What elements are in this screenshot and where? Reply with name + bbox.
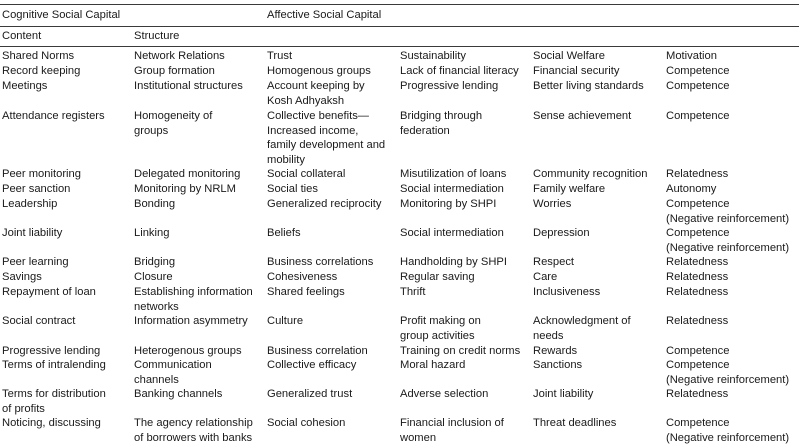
column-header-structure: Structure	[134, 30, 180, 42]
cell-affective-4: Relatedness	[666, 168, 729, 180]
cell-affective-3: Social Welfare	[533, 50, 605, 62]
cell-structure: Communication	[134, 359, 212, 371]
cell-affective-4: Motivation	[666, 50, 717, 62]
cell-affective-3: Family welfare	[533, 183, 606, 195]
cell-affective-3: Sense achievement	[533, 110, 632, 122]
cell-affective-2: Regular saving	[400, 271, 475, 283]
cell-structure: Linking	[134, 227, 170, 239]
cell-content: Record keeping	[2, 65, 81, 77]
cell-affective-2: women	[400, 431, 437, 444]
cell-content: Social contract	[2, 315, 76, 327]
cell-affective-2: Adverse selection	[400, 388, 489, 400]
cell-affective-2: Social intermediation	[400, 183, 504, 195]
cell-content: of profits	[2, 402, 45, 415]
cell-structure: The agency relationship	[134, 417, 253, 429]
cell-affective-1: Business correlation	[267, 345, 368, 357]
cell-content: Savings	[2, 271, 42, 283]
cell-affective-1: Homogenous groups	[267, 65, 371, 77]
cell-structure: Homogeneity of	[134, 110, 213, 122]
cell-content: Meetings	[2, 80, 48, 92]
cell-structure: Group formation	[134, 65, 215, 77]
cell-affective-2: federation	[400, 124, 450, 137]
cell-affective-2: Moral hazard	[400, 359, 466, 371]
cell-affective-3: Joint liability	[533, 388, 594, 400]
group-header-cognitive: Cognitive Social Capital	[2, 9, 121, 21]
cell-affective-2: Misutilization of loans	[400, 168, 507, 180]
cell-affective-1: Generalized trust	[267, 388, 353, 400]
cell-affective-1: Generalized reciprocity	[267, 198, 382, 210]
cell-structure: Delegated monitoring	[134, 168, 241, 180]
cell-affective-1: family development and	[267, 139, 386, 151]
cell-affective-3: Community recognition	[533, 168, 648, 180]
cell-affective-1: Collective efficacy	[267, 359, 357, 371]
cell-affective-4: Competence	[666, 80, 730, 92]
cell-affective-1: mobility	[267, 153, 305, 166]
cell-affective-4: Relatedness	[666, 286, 729, 298]
cell-affective-1: Account keeping by	[267, 80, 365, 92]
cell-affective-4: (Negative reinforcement)	[666, 241, 790, 254]
cell-structure: Bridging	[134, 256, 176, 268]
cell-affective-1: Cohesiveness	[267, 271, 338, 283]
cell-affective-4: Relatedness	[666, 315, 729, 327]
cell-structure: Establishing information	[134, 286, 253, 298]
cell-content: Joint liability	[2, 227, 63, 239]
cell-affective-2: Financial inclusion of	[400, 417, 504, 429]
cell-affective-1: Social collateral	[267, 168, 346, 180]
cell-affective-4: Relatedness	[666, 388, 729, 400]
cell-affective-3: Respect	[533, 256, 575, 268]
cell-structure: Network Relations	[134, 50, 225, 62]
cell-structure: Heterogenous groups	[134, 345, 242, 357]
cell-structure: Monitoring by NRLM	[134, 183, 236, 195]
cell-structure: networks	[134, 300, 179, 313]
cell-affective-4: Relatedness	[666, 256, 729, 268]
cell-affective-2: group activities	[400, 329, 475, 342]
cell-content: Attendance registers	[2, 110, 105, 122]
cell-content: Terms for distribution	[2, 388, 106, 400]
cell-structure: Banking channels	[134, 388, 223, 400]
cell-affective-3: Depression	[533, 227, 590, 239]
cell-affective-2: Monitoring by SHPI	[400, 198, 497, 210]
cell-affective-1: Shared feelings	[267, 286, 345, 298]
table-top-rule	[0, 4, 799, 5]
cell-affective-2: Sustainability	[400, 50, 466, 62]
cell-affective-3: Financial security	[533, 65, 620, 77]
cell-affective-4: Competence	[666, 417, 730, 429]
cell-structure: Institutional structures	[134, 80, 243, 92]
cell-affective-4: Competence	[666, 65, 730, 77]
cell-affective-3: Worries	[533, 198, 572, 210]
group-header-rule	[0, 26, 799, 27]
cell-affective-1: Business correlations	[267, 256, 374, 268]
cell-content: Peer sanction	[2, 183, 71, 195]
cell-affective-2: Lack of financial literacy	[400, 65, 519, 77]
cell-affective-1: Beliefs	[267, 227, 301, 239]
cell-affective-4: Competence	[666, 198, 730, 210]
cell-affective-4: Competence	[666, 227, 730, 239]
cell-affective-3: needs	[533, 329, 564, 342]
cell-affective-4: Competence	[666, 345, 730, 357]
column-header-content: Content	[2, 30, 42, 42]
cell-content: Terms of intralending	[2, 359, 106, 371]
cell-affective-3: Threat deadlines	[533, 417, 617, 429]
cell-affective-4: (Negative reinforcement)	[666, 431, 790, 444]
cell-affective-4: Autonomy	[666, 183, 717, 195]
cell-affective-4: (Negative reinforcement)	[666, 373, 790, 386]
cell-affective-4: (Negative reinforcement)	[666, 212, 790, 225]
cell-content: Shared Norms	[2, 50, 75, 62]
cell-content: Peer monitoring	[2, 168, 81, 180]
cell-affective-1: Kosh Adhyaksh	[267, 94, 345, 107]
cell-affective-3: Care	[533, 271, 558, 283]
cell-affective-4: Relatedness	[666, 271, 729, 283]
cell-structure: channels	[134, 373, 179, 386]
cell-affective-3: Rewards	[533, 345, 578, 357]
cell-structure: Information asymmetry	[134, 315, 248, 327]
cell-affective-2: Progressive lending	[400, 80, 499, 92]
cell-affective-1: Trust	[267, 50, 293, 62]
cell-affective-3: Acknowledgment of	[533, 315, 631, 327]
cell-affective-2: Thrift	[400, 286, 426, 298]
cell-affective-2: Training on credit norms	[400, 345, 521, 357]
cell-content: Leadership	[2, 198, 58, 210]
cell-affective-1: Social ties	[267, 183, 318, 195]
cell-structure: Bonding	[134, 198, 176, 210]
cell-content: Peer learning	[2, 256, 69, 268]
cell-structure: Closure	[134, 271, 173, 283]
cell-content: Progressive lending	[2, 345, 101, 357]
cell-affective-2: Bridging through	[400, 110, 483, 122]
cell-content: Repayment of loan	[2, 286, 96, 298]
cell-content: Noticing, discussing	[2, 417, 101, 429]
column-header-rule	[0, 46, 799, 47]
cell-affective-3: Better living standards	[533, 80, 644, 92]
cell-affective-2: Social intermediation	[400, 227, 504, 239]
cell-affective-3: Sanctions	[533, 359, 583, 371]
cell-affective-3: Inclusiveness	[533, 286, 601, 298]
cell-structure: groups	[134, 124, 169, 137]
cell-structure: of borrowers with banks	[134, 431, 253, 444]
group-header-affective: Affective Social Capital	[267, 9, 382, 21]
cell-affective-4: Competence	[666, 359, 730, 371]
cell-affective-2: Profit making on	[400, 315, 481, 327]
cell-affective-2: Handholding by SHPI	[400, 256, 507, 268]
cell-affective-4: Competence	[666, 110, 730, 122]
cell-affective-1: Social cohesion	[267, 417, 346, 429]
cell-affective-1: Increased income,	[267, 124, 359, 137]
cell-affective-1: Collective benefits—	[267, 110, 369, 122]
cell-affective-1: Culture	[267, 315, 304, 327]
